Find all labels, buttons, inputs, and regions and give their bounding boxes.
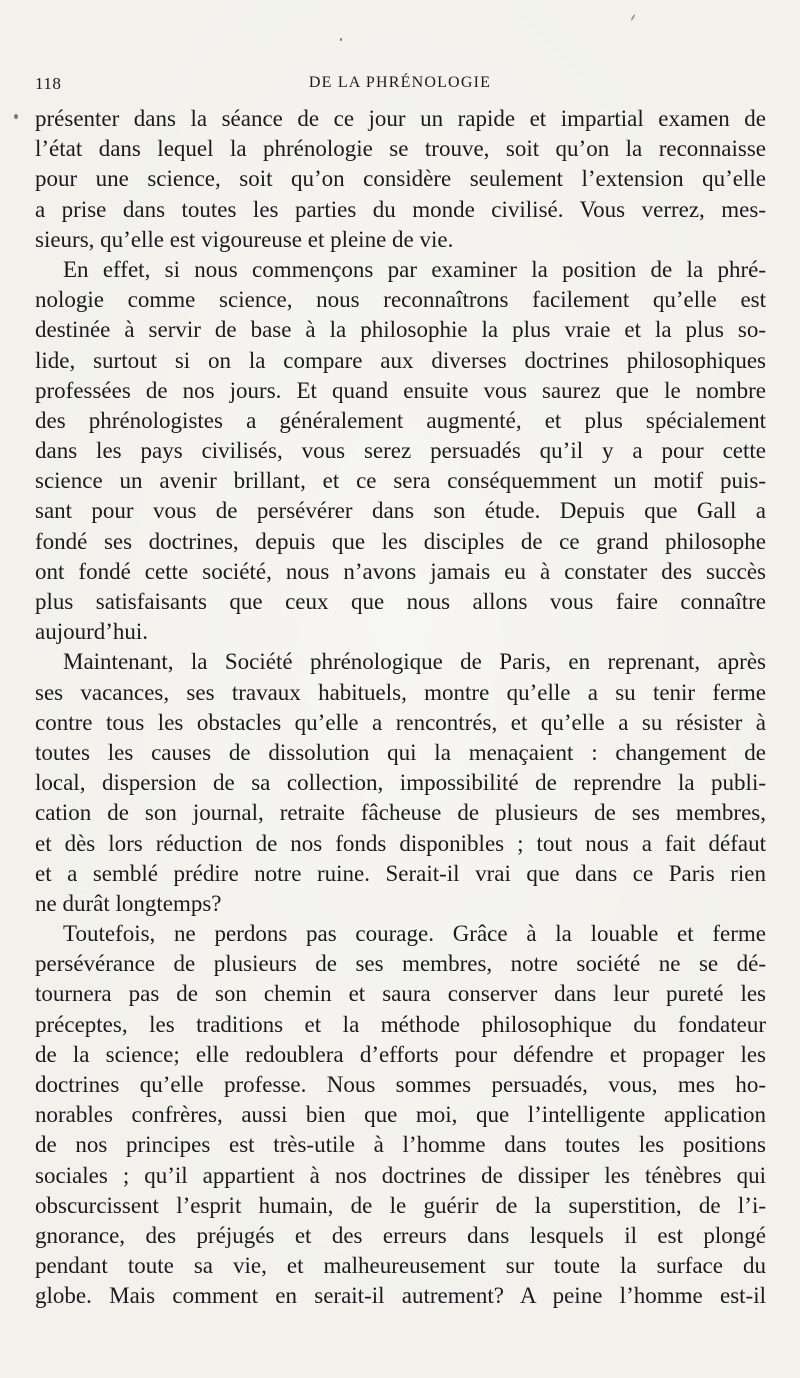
text-line: pour une science, soit qu’on considère seulement l’extension qu’elle	[35, 166, 766, 192]
text-line: l’état dans lequel la phrénologie se trouve, soit qu’on la reconnaisse	[35, 136, 766, 162]
text-line: destinée à servir de base à la philosophie la plus vraie et la plus so-	[35, 317, 766, 343]
text-line: ont fondé cette société, nous n’avons jamais eu à constater des succès	[35, 558, 766, 584]
text-line: cation de son journal, retraite fâcheuse de plusieurs de ses membres,	[35, 800, 766, 826]
page-number: 118	[35, 74, 62, 93]
text-line: nologie comme science, nous reconnaîtrons facilement qu’elle est	[35, 287, 766, 313]
paragraph-start-line: Maintenant, la Société phrénologique de Paris, en reprenant, après	[63, 649, 766, 675]
text-line: plus satisfaisants que ceux que nous allons vous faire connaître	[35, 589, 766, 614]
text-line: sieurs, qu’elle est vigoureuse et pleine de vie.	[35, 226, 454, 252]
page-blemish	[630, 14, 635, 21]
text-line: persévérance de plusieurs de ses membres, notre société ne se dé-	[35, 951, 766, 977]
text-line: gnorance, des préjugés et des erreurs dans lesquels il est plongé	[35, 1222, 766, 1248]
text-line: norables confrères, aussi bien que moi, que l’intelligente application	[35, 1102, 766, 1128]
text-line: des phrénologistes a généralement augmenté, et plus spécialement	[35, 407, 766, 433]
text-line: présenter dans la séance de ce jour un rapide et impartial examen de	[35, 106, 766, 131]
text-line: et dès lors réduction de nos fonds disponibles ; tout nous a fait défaut	[35, 830, 766, 856]
text-line: tournera pas de son chemin et saura conserver dans leur pureté les	[35, 981, 766, 1007]
text-line: globe. Mais comment en serait-il autrement? A peine l’homme est-il	[35, 1283, 766, 1309]
text-line: sociales ; qu’il appartient à nos doctrines de dissiper les ténèbres qui	[35, 1162, 766, 1188]
body-text	[35, 104, 766, 1312]
text-line: professées de nos jours. Et quand ensuite vous saurez que le nombre	[35, 377, 766, 403]
text-line: préceptes, les traditions et la méthode philosophique du fondateur	[35, 1011, 766, 1037]
running-title: DE LA PHRÉNOLOGIE	[308, 74, 492, 91]
text-line: contre tous les obstacles qu’elle a rencontrés, et qu’elle a su résister à	[35, 709, 766, 735]
paragraph-start-line: En effet, si nous commençons par examiner la position de la phré-	[63, 256, 766, 282]
text-line: sant pour vous de persévérer dans son étude. Depuis que Gall a	[35, 498, 766, 524]
text-line: ses vacances, ses travaux habituels, montre qu’elle a su tenir ferme	[35, 679, 766, 705]
text-line: toutes les causes de dissolution qui la menaçaient : changement de	[35, 739, 766, 765]
text-line: ne durât longtemps?	[35, 890, 222, 916]
page-blemish	[14, 114, 18, 119]
text-line: pendant toute sa vie, et malheureusement sur toute la surface du	[35, 1253, 766, 1279]
text-line: obscurcissent l’esprit humain, de le guérir de la superstition, de l’i-	[35, 1192, 766, 1218]
text-line: de nos principes est très-utile à l’homme dans toutes les positions	[35, 1132, 766, 1158]
text-line: aujourd’hui.	[35, 619, 149, 645]
text-line: a prise dans toutes les parties du monde civilisé. Vous verrez, mes-	[35, 196, 766, 222]
text-line: science un avenir brillant, et ce sera conséquemment un motif puis-	[35, 468, 766, 494]
page-blemish	[340, 38, 342, 41]
text-line: de la science; elle redoublera d’efforts pour défendre et propager les	[35, 1041, 766, 1067]
text-line: local, dispersion de sa collection, impossibilité de reprendre la publi-	[35, 770, 766, 796]
paragraph-start-line: Toutefois, ne perdons pas courage. Grâce à la louable et ferme	[63, 921, 766, 947]
text-line: fondé ses doctrines, depuis que les disciples de ce grand philosophe	[35, 528, 766, 554]
running-head	[35, 74, 765, 98]
text-line: doctrines qu’elle professe. Nous sommes persuadés, vous, mes ho-	[35, 1072, 766, 1097]
text-line: et a semblé prédire notre ruine. Serait-il vrai que dans ce Paris rien	[35, 860, 766, 886]
text-line: dans les pays civilisés, vous serez persuadés qu’il y a pour cette	[35, 438, 766, 464]
text-line: lide, surtout si on la compare aux diverses doctrines philosophiques	[35, 347, 766, 373]
